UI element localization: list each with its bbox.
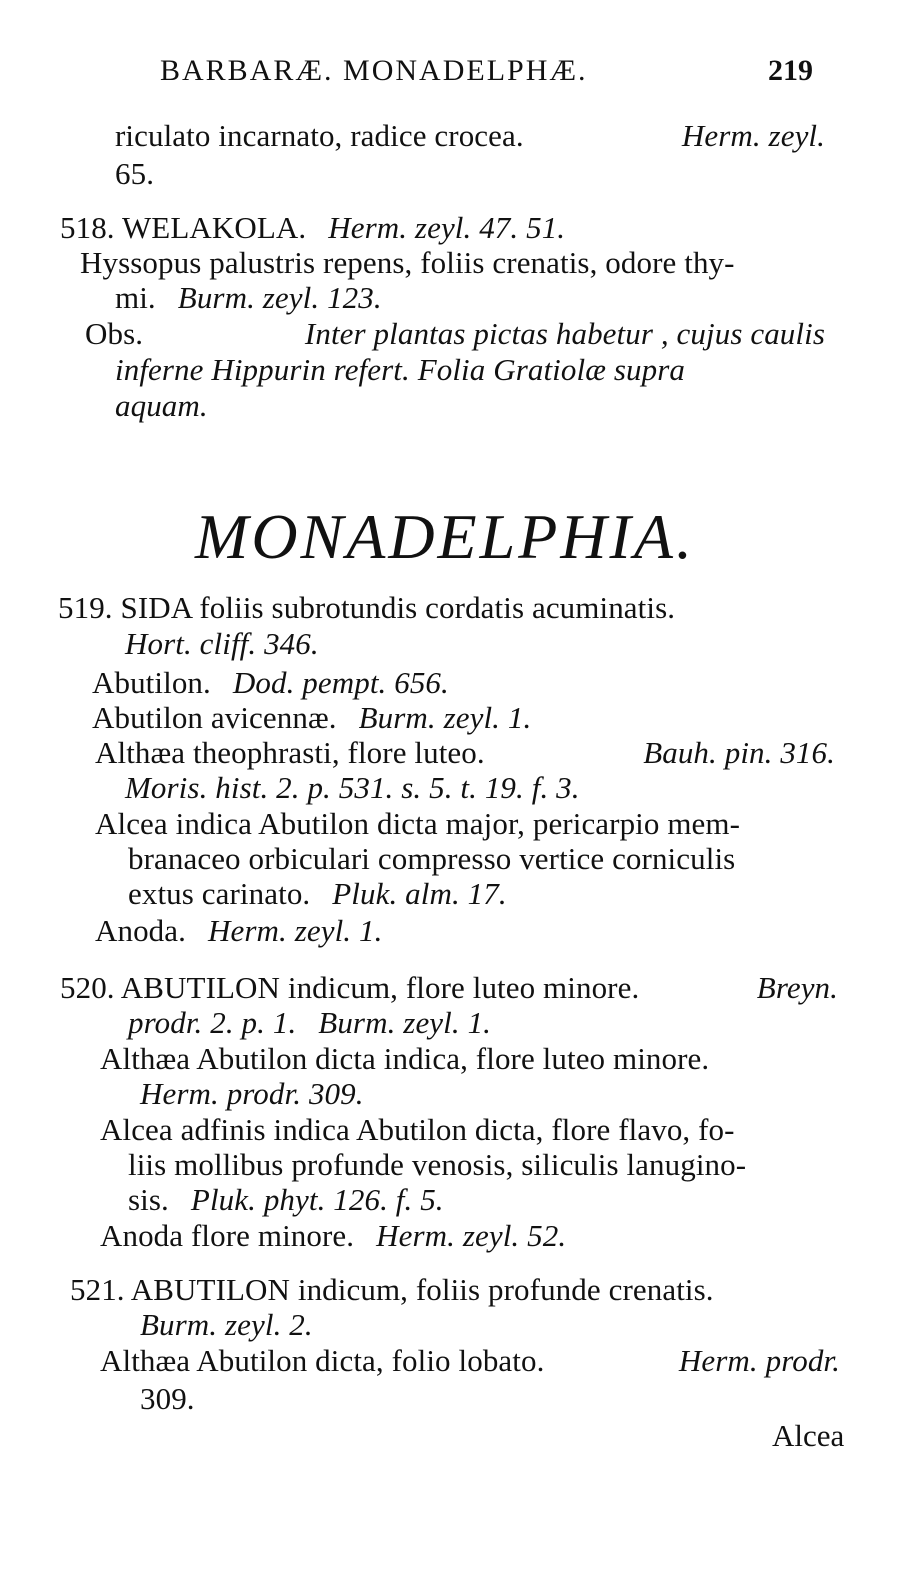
citation-text: Herm. zeyl. 47. 51. (328, 210, 566, 245)
text-line (115, 352, 825, 388)
entry-text: Hyssopus palustris repens, foliis crenatis, odore thy- (80, 245, 735, 280)
entry-text: Abutilon avicennæ. (92, 700, 337, 735)
text-line (100, 1041, 840, 1077)
text-line (140, 1381, 195, 1417)
entry-text: Obs. (85, 316, 144, 351)
citation-text: Inter plantas pictas habetur , cujus caulis (304, 316, 825, 351)
catchword: Alcea (772, 1418, 845, 1453)
text-line (125, 626, 319, 662)
citation-text: Dod. pempt. 656. (232, 665, 449, 700)
text-line (115, 156, 154, 192)
entry-text: 520. ABUTILON indicum, flore luteo minore. (60, 970, 640, 1005)
text-line (95, 913, 382, 949)
entry-text: Alcea indica Abutilon dicta major, pericarpio mem- (95, 806, 741, 841)
entry-text: Anoda. (95, 913, 186, 948)
citation-text: Herm. prodr. (678, 1343, 840, 1378)
citation-text: Herm. zeyl. (681, 118, 825, 153)
text-line (140, 1307, 313, 1343)
citation-text: Pluk. alm. 17. (332, 876, 507, 911)
text-line (70, 1272, 840, 1308)
citation-text: Burm. zeyl. 1. (358, 700, 532, 735)
entry-text: liis mollibus profunde venosis, siliculis lanugino- (128, 1147, 747, 1182)
text-line (60, 210, 565, 246)
text-line (100, 1343, 840, 1379)
citation-text: aquam. (115, 388, 208, 423)
entry-text: 518. WELAKOLA. (60, 210, 307, 245)
text-line (115, 280, 382, 316)
entry-text: Althæa theophrasti, flore luteo. (95, 735, 485, 770)
entry-text: Abutilon. (92, 665, 211, 700)
entry-text: 309. (140, 1381, 195, 1416)
running-header (160, 54, 813, 88)
text-line (80, 245, 830, 281)
text-line (128, 876, 507, 912)
text-line (128, 1147, 840, 1183)
citation-text: Burm. zeyl. 1. (318, 1005, 492, 1040)
citation-text: Breyn. (756, 970, 838, 1005)
entry-text: branaceo orbiculari compresso vertice corniculis (128, 841, 736, 876)
text-line (128, 841, 838, 877)
entry-text: 519. SIDA foliis subrotundis cordatis acuminatis. (58, 590, 676, 625)
text-line (92, 700, 531, 736)
entry-text: Althæa Abutilon dicta, folio lobato. (100, 1343, 545, 1378)
citation-text: Herm. zeyl. 1. (208, 913, 383, 948)
page-number: 219 (768, 54, 813, 87)
entry-text: 65. (115, 156, 155, 191)
text-line (100, 1218, 566, 1254)
entry-text: Alcea adfinis indica Abutilon dicta, flore flavo, fo- (100, 1112, 735, 1147)
citation-text: Burm. zeyl. 2. (140, 1307, 313, 1342)
entry-text: Althæa Abutilon dicta indica, flore luteo minore. (100, 1041, 710, 1076)
text-line (125, 770, 580, 806)
text-line (128, 1005, 491, 1041)
text-line (115, 118, 825, 154)
text-line (85, 316, 825, 352)
text-line (95, 806, 838, 842)
text-line (60, 970, 838, 1006)
citation-text: Herm. prodr. 309. (140, 1076, 364, 1111)
text-line (115, 388, 208, 424)
entry-text: riculato incarnato, radice crocea. (115, 118, 524, 153)
entry-text: extus carinato. (128, 876, 311, 911)
text-line (128, 1182, 444, 1218)
text-line (58, 590, 838, 626)
citation-text: Bauh. pin. 316. (643, 735, 835, 770)
entry-text: mi. (115, 280, 156, 315)
citation-text: prodr. 2. p. 1. (128, 1005, 297, 1040)
citation-text: Hort. cliff. 346. (125, 626, 319, 661)
citation-text: Herm. zeyl. 52. (376, 1218, 567, 1253)
text-line (140, 1076, 364, 1112)
text-line (92, 665, 449, 701)
entry-text: Anoda flore minore. (100, 1218, 355, 1253)
citation-text: Pluk. phyt. 126. f. 5. (190, 1182, 444, 1217)
text-line (95, 735, 835, 771)
section-title: MONADELPHIA. (195, 501, 695, 572)
citation-text: inferne Hippurin refert. Folia Gratiolæ supra (115, 352, 685, 387)
text-line (100, 1112, 840, 1148)
citation-text: Burm. zeyl. 123. (177, 280, 382, 315)
running-title: BARBARÆ. MONADELPHÆ. (160, 54, 588, 87)
entry-text: 521. ABUTILON indicum, foliis profunde crenatis. (70, 1272, 714, 1307)
citation-text: Moris. hist. 2. p. 531. s. 5. t. 19. f. 3. (125, 770, 580, 805)
entry-text: sis. (128, 1182, 169, 1217)
